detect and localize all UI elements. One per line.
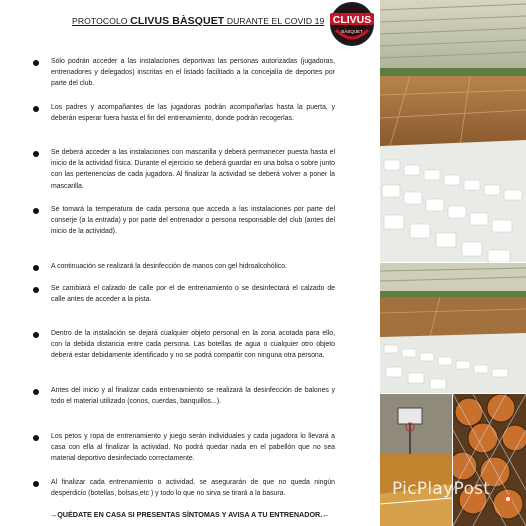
sports-hall-photo-top [380, 0, 526, 262]
document-title [72, 15, 324, 27]
protocol-item-4: Se tomará la temperatura de cada persona que acceda a las instalaciones por parte del conserje (a la entrada) y por parte del entrenador o persona responsable del club (antes del inicio de la actividad). [51, 206, 335, 236]
title-suffix: DURANTE EL COVID 19 [224, 16, 325, 26]
protocol-item-2: Los padres y acompañantes de las jugadoras podrán acompañarlas hasta la puerta, y deberán esperar fuera hasta el fin del entrenamiento, donde podrán recogerlas. [51, 104, 335, 123]
stay-home-notice: →QUÉDATE EN CASA SI PRESENTAS SÍNTOMAS Y AVISA A TU ENTRENADOR.← [50, 510, 330, 519]
protocol-item-3: Se deberá acceder a las instalaciones con mascarilla y deberá permanecer puesta hasta el inicio de la actividad física. Durante el ejercicio se deberá guardar en una bolsa o sobre junto con las pertenencias de cada jugadora. Al finalizar la actividad se deberá volver a poner la mascarilla. [51, 149, 335, 190]
picplaypost-watermark: PicPlayPost [392, 479, 491, 499]
protocol-item-7: Dentro de la instalación se dejará cualquier objeto personal en la zona acotada para ello, con la debida distancia entre cada persona. Las botellas de agua o cualquier otro objeto deberá estar debidamente identificado y no se podrá compartir con ninguna otra persona. [51, 330, 335, 360]
protocol-item-9: Los petos y ropa de entrenamiento y juego serán individuales y cada jugadora lo llevará a casa con ella al finalizar la actividad. No podrá quedar nada en el pabellón que no sea material deportivo desinfectado correctamente. [51, 433, 335, 463]
protocol-item-6: Se cambiará el calzado de calle por el de entrenamiento o se desinfectará el calzado de calle antes de acceder a la pista. [51, 285, 335, 304]
bullet [33, 60, 39, 66]
bullet [33, 265, 39, 271]
protocol-item-8: Antes del inicio y al finalizar cada entrenamiento se realizará la desinfección de balones y todo el material utilizado (conos, cuerdas, banquillos...). [51, 387, 335, 406]
clivus-logo [327, 0, 377, 48]
logo-text: CLIVUS [332, 14, 372, 26]
title-prefix: PROTOCOLO [72, 16, 131, 26]
sports-hall-photo-middle [380, 263, 526, 393]
bullet [33, 435, 39, 441]
logo-subtext: BÀSQUET [341, 29, 363, 34]
bullet [33, 106, 39, 112]
basketballs-photo [453, 394, 526, 526]
bullet [33, 481, 39, 487]
bullet [33, 151, 39, 157]
bullet [33, 208, 39, 214]
title-brand: CLIVUS BÀSQUET [130, 15, 225, 27]
basketball-court-photo [380, 394, 452, 526]
protocol-item-5: A continuación se realizará la desinfección de manos con gel hidroalcohólico. [51, 263, 287, 270]
bullet [33, 332, 39, 338]
watermark-badge-icon [503, 494, 513, 504]
protocol-item-1: Sólo podrán acceder a las instalaciones deportivas las personas autorizadas (jugadoras, entrenadores y delegados) inscritas en el listado facilitado a la concejalía de deportes por parte del club. [51, 58, 335, 88]
bullet [33, 287, 39, 293]
bullet [33, 389, 39, 395]
photo-collage [380, 0, 526, 526]
protocol-item-10: Al finalizar cada entrenamiento o actividad, se asegurarán de que no queda ningún desperdicio (botellas, bolsas,etc ) y todo lo que no sirva se tirará a la basura. [51, 479, 335, 498]
